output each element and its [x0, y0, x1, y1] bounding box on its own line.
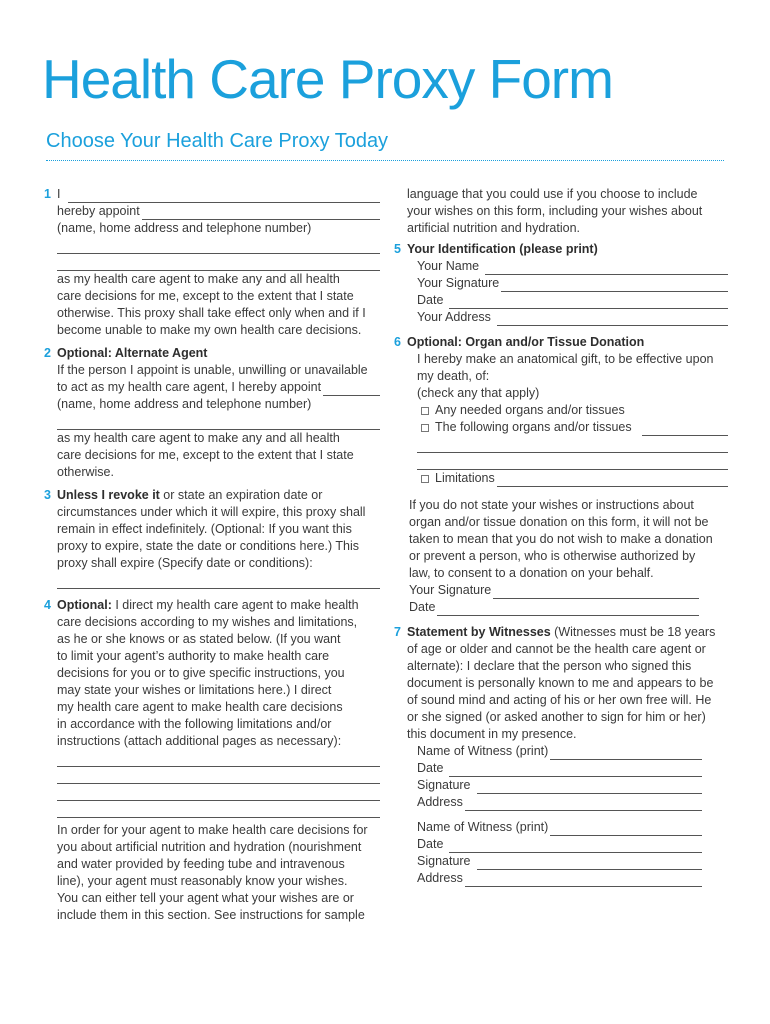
body-line: remain in effect indefinitely. (Optional: If you want this	[57, 522, 352, 536]
agent-i-label: I	[57, 187, 61, 201]
witness-1-signature-field[interactable]	[477, 780, 702, 794]
identification-row	[417, 275, 728, 292]
your-name-field[interactable]	[485, 261, 728, 275]
body-line: otherwise. This proxy shall take effect only when and if I	[57, 306, 366, 320]
checkbox[interactable]	[421, 424, 429, 432]
checkbox[interactable]	[421, 475, 429, 483]
section-number: 3	[44, 488, 51, 502]
body-line: I direct my health care agent to make health	[111, 598, 359, 612]
field-label: Signature	[417, 854, 471, 868]
limitations-field[interactable]	[57, 767, 380, 784]
field-label: Name of Witness (print)	[417, 744, 549, 758]
section-number: 5	[394, 242, 401, 256]
section-number: 7	[394, 625, 401, 639]
body-line: to limit your agent’s authority to make health care	[57, 649, 330, 663]
section-heading: Statement by Witnesses	[407, 625, 551, 639]
field-label: Signature	[417, 778, 471, 792]
body-line: I hereby make an anatomical gift, to be effective upon	[417, 352, 714, 366]
body-line: If the person I appoint is unable, unwilling or unavailable	[57, 363, 368, 377]
body-line: document is personally known to me and appears to be	[407, 676, 714, 690]
checkbox-label: The following organs and/or tissues	[435, 420, 632, 434]
appoint-field[interactable]	[142, 206, 380, 220]
agent-details-field[interactable]	[57, 254, 380, 271]
limitations-field[interactable]	[57, 750, 380, 767]
organs-field[interactable]	[642, 422, 728, 436]
section-heading: Optional: Alternate Agent	[57, 346, 208, 360]
section-heading: Your Identification (please print)	[407, 242, 598, 256]
note-line: taken to mean that you do not wish to make a donation	[409, 532, 713, 546]
donation-option-following	[417, 419, 728, 436]
witness-1-address-field[interactable]	[465, 797, 702, 811]
body-line: line), your agent must reasonably know your wishes.	[57, 874, 348, 888]
field-label: Date	[417, 293, 444, 307]
expiration-field[interactable]	[57, 572, 380, 589]
witness-2-row	[417, 853, 702, 870]
body-line: You can either tell your agent what your wishes are or	[57, 891, 354, 905]
your-address-field[interactable]	[497, 312, 728, 326]
limitations-field[interactable]	[57, 801, 380, 818]
witness-1-row	[417, 743, 702, 760]
body-line: of age or older and cannot be the health care agent or	[407, 642, 706, 656]
section-1	[40, 186, 380, 339]
witness-2-signature-field[interactable]	[477, 856, 702, 870]
witness-1-date-field[interactable]	[449, 763, 702, 777]
donation-option-any	[417, 402, 728, 419]
field-label: Date	[417, 837, 444, 851]
field-label: Name of Witness (print)	[417, 820, 549, 834]
organs-field[interactable]	[417, 453, 728, 470]
body-line: or she signed (or asked another to sign for him or her)	[407, 710, 706, 724]
field-label: Address	[417, 795, 463, 809]
donation-signature-row	[409, 582, 699, 599]
section-heading: Optional:	[57, 598, 112, 612]
body-line: this document in my presence.	[407, 727, 577, 741]
alternate-appoint-row	[57, 379, 380, 396]
field-label: Date	[409, 600, 436, 614]
body-line: as my health care agent to make any and all health	[57, 272, 340, 286]
field-label: Your Address	[417, 310, 491, 324]
section-2	[40, 345, 380, 481]
body-line: care decisions for me, except to the extent that I state	[57, 448, 354, 462]
section-number: 4	[44, 598, 51, 612]
divider	[46, 160, 724, 161]
body-line: and water provided by feeding tube and intravenous	[57, 857, 345, 871]
donation-signature-field[interactable]	[493, 585, 699, 599]
section-3	[40, 487, 380, 589]
body-line: or state an expiration date or	[159, 488, 323, 502]
identification-row	[417, 258, 728, 275]
checkbox[interactable]	[421, 407, 429, 415]
note-line: or prevent a person, who is otherwise authorized by	[409, 549, 696, 563]
witness-1-row	[417, 760, 702, 777]
body-line: proxy shall expire (Specify date or conditions):	[57, 556, 313, 570]
witness-2-row	[417, 819, 702, 836]
body-line: may state your wishes or limitations here.) I direct	[57, 683, 332, 697]
left-column	[40, 186, 380, 924]
page-title: Health Care Proxy Form	[42, 48, 613, 110]
body-line: of sound mind and acting of his or her own free will. He	[407, 693, 712, 707]
alternate-details-field[interactable]	[57, 413, 380, 430]
witness-2-row	[417, 870, 702, 887]
agent-name-field[interactable]	[68, 189, 380, 203]
section-6	[390, 334, 728, 616]
donation-date-row	[409, 599, 699, 616]
body-line: care decisions for me, except to the extent that I state	[57, 289, 354, 303]
field-label: Address	[417, 871, 463, 885]
hint-text: (name, home address and telephone number)	[57, 397, 312, 411]
section-heading: Optional: Organ and/or Tissue Donation	[407, 335, 645, 349]
your-signature-field[interactable]	[501, 278, 728, 292]
checkbox-label: Any needed organs and/or tissues	[435, 403, 625, 417]
appoint-label: hereby appoint	[57, 204, 140, 218]
donation-option-limitations	[417, 470, 728, 487]
body-line: artificial nutrition and hydration.	[407, 221, 581, 235]
section-number: 6	[394, 335, 401, 349]
section-7	[390, 624, 728, 887]
body-line: decisions for you or to give specific instructions, you	[57, 666, 345, 680]
body-line: instructions (attach additional pages as necessary):	[57, 734, 342, 748]
field-label: Date	[417, 761, 444, 775]
body-line: alternate): I declare that the person who signed this	[407, 659, 692, 673]
note-line: If you do not state your wishes or instructions about	[409, 498, 694, 512]
witness-2-name-field[interactable]	[550, 822, 702, 836]
witness-2-address-field[interactable]	[465, 873, 702, 887]
field-label: Your Signature	[409, 583, 492, 597]
body-line: as my health care agent to make any and all health	[57, 431, 340, 445]
witness-1-row	[417, 794, 702, 811]
section-number: 2	[44, 346, 51, 360]
body-line: (Witnesses must be 18 years	[550, 625, 716, 639]
witness-2-row	[417, 836, 702, 853]
body-line: proxy to expire, state the date or conditions here.) This	[57, 539, 360, 553]
identification-row	[417, 292, 728, 309]
body-line: your wishes on this form, including your wishes about	[407, 204, 703, 218]
witness-1-row	[417, 777, 702, 794]
limitations-field[interactable]	[57, 784, 380, 801]
date-field[interactable]	[449, 295, 728, 309]
body-line: care decisions according to my wishes and limitations,	[57, 615, 358, 629]
alternate-agent-field[interactable]	[323, 382, 380, 396]
body-line: In order for your agent to make health care decisions for	[57, 823, 368, 837]
field-label: Your Signature	[417, 276, 500, 290]
body-line: (check any that apply)	[417, 386, 540, 400]
body-line: my death, of:	[417, 369, 490, 383]
appoint-row	[57, 203, 380, 220]
agent-name-row	[57, 186, 380, 203]
witness-1-name-field[interactable]	[550, 746, 702, 760]
field-label: Your Name	[417, 259, 480, 273]
organs-field[interactable]	[417, 436, 728, 453]
section-5	[390, 241, 728, 326]
note-line: organ and/or tissue donation on this form, it will not be	[409, 515, 709, 529]
body-line: language that you could use if you choose to include	[407, 187, 698, 201]
section-4-continued	[390, 186, 728, 237]
page-subtitle: Choose Your Health Care Proxy Today	[46, 130, 389, 152]
body-line: include them in this section. See instructions for sample	[57, 908, 365, 922]
body-line: in accordance with the following limitations and/or	[57, 717, 332, 731]
body-line: you about artificial nutrition and hydration (nourishment	[57, 840, 362, 854]
alternate-appoint-label: to act as my health care agent, I hereby appoint	[57, 380, 322, 394]
section-4	[40, 597, 380, 924]
agent-details-field[interactable]	[57, 237, 380, 254]
witness-2-date-field[interactable]	[449, 839, 702, 853]
body-line: circumstances under which it will expire, this proxy shall	[57, 505, 366, 519]
section-number: 1	[44, 187, 51, 201]
limitations-field[interactable]	[497, 473, 728, 487]
checkbox-label: Limitations	[435, 471, 495, 485]
identification-row	[417, 309, 728, 326]
body-line: my health care agent to make health care decisions	[57, 700, 343, 714]
body-line: as he or she knows or as stated below. (If you want	[57, 632, 341, 646]
donation-date-field[interactable]	[437, 602, 699, 616]
hint-text: (name, home address and telephone number)	[57, 221, 312, 235]
body-line: otherwise.	[57, 465, 114, 479]
body-line: become unable to make my own health care decisions.	[57, 323, 362, 337]
right-column	[390, 186, 728, 887]
section-heading: Unless I revoke it	[57, 488, 160, 502]
note-line: law, to consent to a donation on your behalf.	[409, 566, 654, 580]
